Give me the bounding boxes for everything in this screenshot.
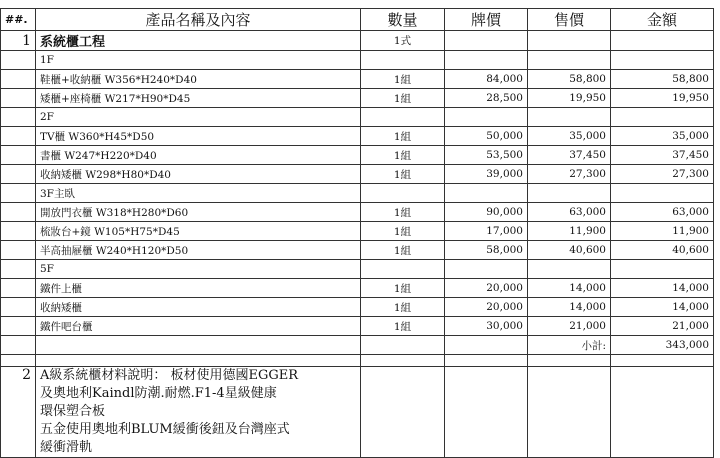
item-list-price: 17,000	[445, 222, 528, 241]
section2-description	[36, 367, 361, 458]
item-row	[1, 127, 714, 146]
item-name: 開放門衣櫃 W318*H280*D60	[36, 203, 361, 222]
empty-cell	[611, 31, 714, 51]
item-sale-price: 40,600	[528, 241, 611, 260]
item-row	[1, 241, 714, 260]
item-row	[1, 279, 714, 298]
item-list-price: 20,000	[445, 298, 528, 317]
item-row	[1, 317, 714, 336]
description-line: 五金使用奧地利BLUM緩衝後鈕及台灣座式	[40, 422, 290, 437]
item-list-price: 53,500	[445, 146, 528, 165]
floor-label: 1F	[36, 51, 361, 70]
section2-row	[1, 367, 714, 458]
item-qty: 1組	[361, 279, 445, 298]
floor-label: 5F	[36, 260, 361, 279]
description-line: 及奧地利Kaindl防潮.耐燃.F1-4星級健康	[40, 386, 277, 401]
subtotal-value: 343,000	[611, 336, 714, 355]
floor-row	[1, 184, 714, 203]
description-line: A級系統櫃材料說明： 板材使用德國EGGER	[40, 368, 299, 383]
floor-label: 3F主臥	[36, 184, 361, 203]
floor-row	[1, 51, 714, 70]
item-row	[1, 89, 714, 108]
item-sale-price: 21,000	[528, 317, 611, 336]
item-name: 半高抽屜櫃 W240*H120*D50	[36, 241, 361, 260]
empty-cell	[528, 31, 611, 51]
item-row	[1, 222, 714, 241]
item-qty: 1組	[361, 203, 445, 222]
item-row	[1, 146, 714, 165]
section2-no: 2	[1, 367, 36, 458]
item-sale-price: 35,000	[528, 127, 611, 146]
item-list-price: 50,000	[445, 127, 528, 146]
item-amount: 14,000	[611, 279, 714, 298]
item-name: 鐵件吧台櫃	[36, 317, 361, 336]
item-qty: 1組	[361, 127, 445, 146]
item-name: 收納矮櫃 W298*H80*D40	[36, 165, 361, 184]
item-list-price: 28,500	[445, 89, 528, 108]
item-qty: 1組	[361, 317, 445, 336]
quotation-table	[0, 8, 714, 458]
section1-qty: 1式	[361, 31, 445, 51]
item-amount: 37,450	[611, 146, 714, 165]
item-amount: 11,900	[611, 222, 714, 241]
description-line: 環保塑合板	[40, 404, 106, 419]
header-amount: 金額	[611, 9, 714, 31]
description-line: 緩衝滑軌	[40, 440, 93, 455]
gap-row	[1, 355, 714, 367]
item-amount: 21,000	[611, 317, 714, 336]
subtotal-row	[1, 336, 714, 355]
header-row	[1, 9, 714, 31]
item-row	[1, 298, 714, 317]
item-sale-price: 27,300	[528, 165, 611, 184]
item-amount: 35,000	[611, 127, 714, 146]
header-qty: 數量	[361, 9, 445, 31]
item-list-price: 84,000	[445, 70, 528, 89]
item-qty: 1組	[361, 146, 445, 165]
item-qty: 1組	[361, 165, 445, 184]
item-list-price: 30,000	[445, 317, 528, 336]
item-amount: 14,000	[611, 298, 714, 317]
item-amount: 58,800	[611, 70, 714, 89]
item-row	[1, 70, 714, 89]
item-name: 收納矮櫃	[36, 298, 361, 317]
item-name: 鞋櫃+收納櫃 W356*H240*D40	[36, 70, 361, 89]
item-row	[1, 203, 714, 222]
item-row	[1, 165, 714, 184]
item-amount: 19,950	[611, 89, 714, 108]
item-sale-price: 19,950	[528, 89, 611, 108]
item-name: 矮櫃+座椅櫃 W217*H90*D45	[36, 89, 361, 108]
item-name: 鐵件上櫃	[36, 279, 361, 298]
item-name: TV櫃 W360*H45*D50	[36, 127, 361, 146]
section1-title: 系統櫃工程	[36, 31, 361, 51]
item-sale-price: 14,000	[528, 298, 611, 317]
item-qty: 1組	[361, 89, 445, 108]
item-sale-price: 14,000	[528, 279, 611, 298]
item-list-price: 90,000	[445, 203, 528, 222]
floor-label: 2F	[36, 108, 361, 127]
item-amount: 63,000	[611, 203, 714, 222]
floor-row	[1, 108, 714, 127]
item-sale-price: 11,900	[528, 222, 611, 241]
header-item: 產品名稱及內容	[36, 9, 361, 31]
header-sale-price: 售價	[528, 9, 611, 31]
item-name: 梳妝台+鏡 W105*H75*D45	[36, 222, 361, 241]
item-sale-price: 63,000	[528, 203, 611, 222]
item-list-price: 20,000	[445, 279, 528, 298]
item-name: 書櫃 W247*H220*D40	[36, 146, 361, 165]
floor-row	[1, 260, 714, 279]
header-no: ##.	[1, 9, 36, 31]
item-sale-price: 37,450	[528, 146, 611, 165]
item-list-price: 58,000	[445, 241, 528, 260]
section1-no: 1	[1, 31, 36, 51]
item-qty: 1組	[361, 70, 445, 89]
section1-title-row	[1, 31, 714, 51]
item-list-price: 39,000	[445, 165, 528, 184]
item-amount: 40,600	[611, 241, 714, 260]
subtotal-label: 小計:	[528, 336, 611, 355]
item-qty: 1組	[361, 241, 445, 260]
item-amount: 27,300	[611, 165, 714, 184]
item-qty: 1組	[361, 298, 445, 317]
empty-cell	[445, 31, 528, 51]
header-list-price: 牌價	[445, 9, 528, 31]
item-qty: 1組	[361, 222, 445, 241]
item-sale-price: 58,800	[528, 70, 611, 89]
